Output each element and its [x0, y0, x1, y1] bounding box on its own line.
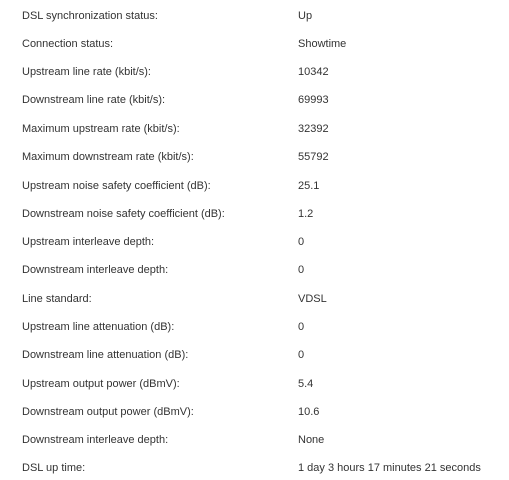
- downstream-noise-margin-label: Downstream noise safety coefficient (dB):: [22, 208, 225, 220]
- downstream-noise-margin-value: 1.2: [298, 208, 314, 220]
- dsl-sync-status-value: Up: [298, 10, 313, 22]
- row-upstream-output-power: [0, 374, 509, 394]
- downstream-line-attenuation-value: 0: [298, 349, 305, 361]
- downstream-interleave-depth-2-value: None: [298, 434, 325, 446]
- upstream-line-rate-label: Upstream line rate (kbit/s):: [22, 66, 151, 78]
- row-max-downstream-rate: [0, 147, 509, 167]
- row-downstream-line-rate: [0, 90, 509, 110]
- dsl-up-time-label: DSL up time:: [22, 462, 86, 474]
- row-dsl-up-time: [0, 458, 509, 478]
- max-downstream-rate-value: 55792: [298, 151, 329, 163]
- row-connection-status: [0, 34, 509, 54]
- downstream-interleave-depth-label: Downstream interleave depth:: [22, 264, 169, 276]
- row-downstream-interleave-depth-2: [0, 430, 509, 450]
- upstream-output-power-label: Upstream output power (dBmV):: [22, 378, 180, 390]
- row-downstream-interleave-depth: [0, 260, 509, 280]
- line-standard-value: VDSL: [298, 293, 327, 305]
- max-upstream-rate-label: Maximum upstream rate (kbit/s):: [22, 123, 180, 135]
- downstream-output-power-label: Downstream output power (dBmV):: [22, 406, 194, 418]
- downstream-line-rate-label: Downstream line rate (kbit/s):: [22, 94, 166, 106]
- downstream-output-power-value: 10.6: [298, 406, 320, 418]
- upstream-output-power-value: 5.4: [298, 378, 314, 390]
- row-downstream-output-power: [0, 402, 509, 422]
- line-standard-label: Line standard:: [22, 293, 92, 305]
- upstream-noise-margin-value: 25.1: [298, 180, 320, 192]
- upstream-interleave-depth-label: Upstream interleave depth:: [22, 236, 155, 248]
- row-max-upstream-rate: [0, 119, 509, 139]
- row-dsl-sync-status: [0, 6, 509, 26]
- row-downstream-noise-margin: [0, 204, 509, 224]
- downstream-interleave-depth-value: 0: [298, 264, 305, 276]
- connection-status-label: Connection status:: [22, 38, 114, 50]
- row-upstream-line-rate: [0, 62, 509, 82]
- downstream-interleave-depth-2-label: Downstream interleave depth:: [22, 434, 169, 446]
- upstream-line-rate-value: 10342: [298, 66, 329, 78]
- upstream-interleave-depth-value: 0: [298, 236, 305, 248]
- upstream-line-attenuation-value: 0: [298, 321, 305, 333]
- row-upstream-line-attenuation: [0, 317, 509, 337]
- upstream-line-attenuation-label: Upstream line attenuation (dB):: [22, 321, 175, 333]
- connection-status-value: Showtime: [298, 38, 347, 50]
- dsl-up-time-value: 1 day 3 hours 17 minutes 21 seconds: [298, 462, 481, 474]
- max-downstream-rate-label: Maximum downstream rate (kbit/s):: [22, 151, 194, 163]
- row-downstream-line-attenuation: [0, 345, 509, 365]
- row-line-standard: [0, 289, 509, 309]
- row-upstream-noise-margin: [0, 176, 509, 196]
- upstream-noise-margin-label: Upstream noise safety coefficient (dB):: [22, 180, 211, 192]
- downstream-line-rate-value: 69993: [298, 94, 329, 106]
- dsl-sync-status-label: DSL synchronization status:: [22, 10, 158, 22]
- downstream-line-attenuation-label: Downstream line attenuation (dB):: [22, 349, 189, 361]
- row-upstream-interleave-depth: [0, 232, 509, 252]
- max-upstream-rate-value: 32392: [298, 123, 329, 135]
